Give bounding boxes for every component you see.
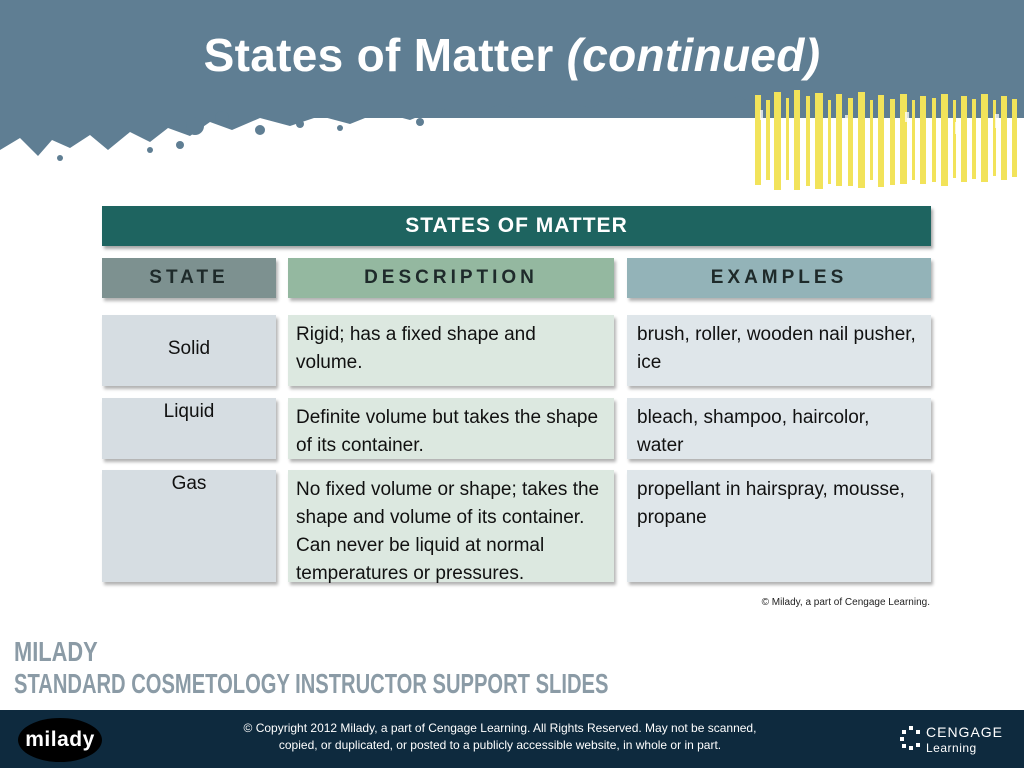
column-header-description: DESCRIPTION bbox=[288, 258, 614, 298]
slide-title bbox=[0, 28, 1024, 82]
table-cell-state: Gas bbox=[102, 470, 276, 582]
column-header-examples: EXAMPLES bbox=[627, 258, 931, 298]
cengage-wordmark: CENGAGE bbox=[926, 724, 1004, 740]
branding-line-2: STANDARD COSMETOLOGY INSTRUCTOR SUPPORT SLIDES bbox=[14, 668, 609, 699]
slide-title-italic: (continued) bbox=[566, 29, 821, 81]
milady-logo: milady bbox=[18, 718, 102, 762]
table-cell-description: No fixed volume or shape; takes the shape and volume of its container. Can never be liquid at normal temperatures or pressures. bbox=[288, 470, 614, 582]
cengage-mark-icon bbox=[900, 726, 922, 750]
image-credit: © Milady, a part of Cengage Learning. bbox=[761, 597, 930, 608]
copyright-line-2: copied, or duplicated, or posted to a publicly accessible website, in whole or in part. bbox=[278, 738, 722, 752]
table-cell-description: Definite volume but takes the shape of its container. bbox=[288, 398, 614, 459]
table-cell-examples: bleach, shampoo, haircolor, water bbox=[627, 398, 931, 459]
table-cell-examples: propellant in hairspray, mousse, propane bbox=[627, 470, 931, 582]
copyright-line-1: © Copyright 2012 Milady, a part of Cengage Learning. All Rights Reserved. May not be scanned, bbox=[243, 721, 757, 735]
table-cell-state: Solid bbox=[102, 315, 276, 386]
cengage-logo bbox=[900, 724, 1010, 760]
table-cell-examples: brush, roller, wooden nail pusher, ice bbox=[627, 315, 931, 386]
table-title: STATES OF MATTER bbox=[102, 206, 931, 246]
copyright-notice bbox=[220, 720, 780, 754]
table-cell-description: Rigid; has a fixed shape and volume. bbox=[288, 315, 614, 386]
cengage-learning: Learning bbox=[926, 741, 977, 755]
series-branding bbox=[14, 636, 840, 700]
column-header-state: STATE bbox=[102, 258, 276, 298]
table-cell-state: Liquid bbox=[102, 398, 276, 459]
slide-title-main: States of Matter bbox=[203, 29, 554, 81]
branding-line-1: MILADY bbox=[14, 636, 98, 667]
